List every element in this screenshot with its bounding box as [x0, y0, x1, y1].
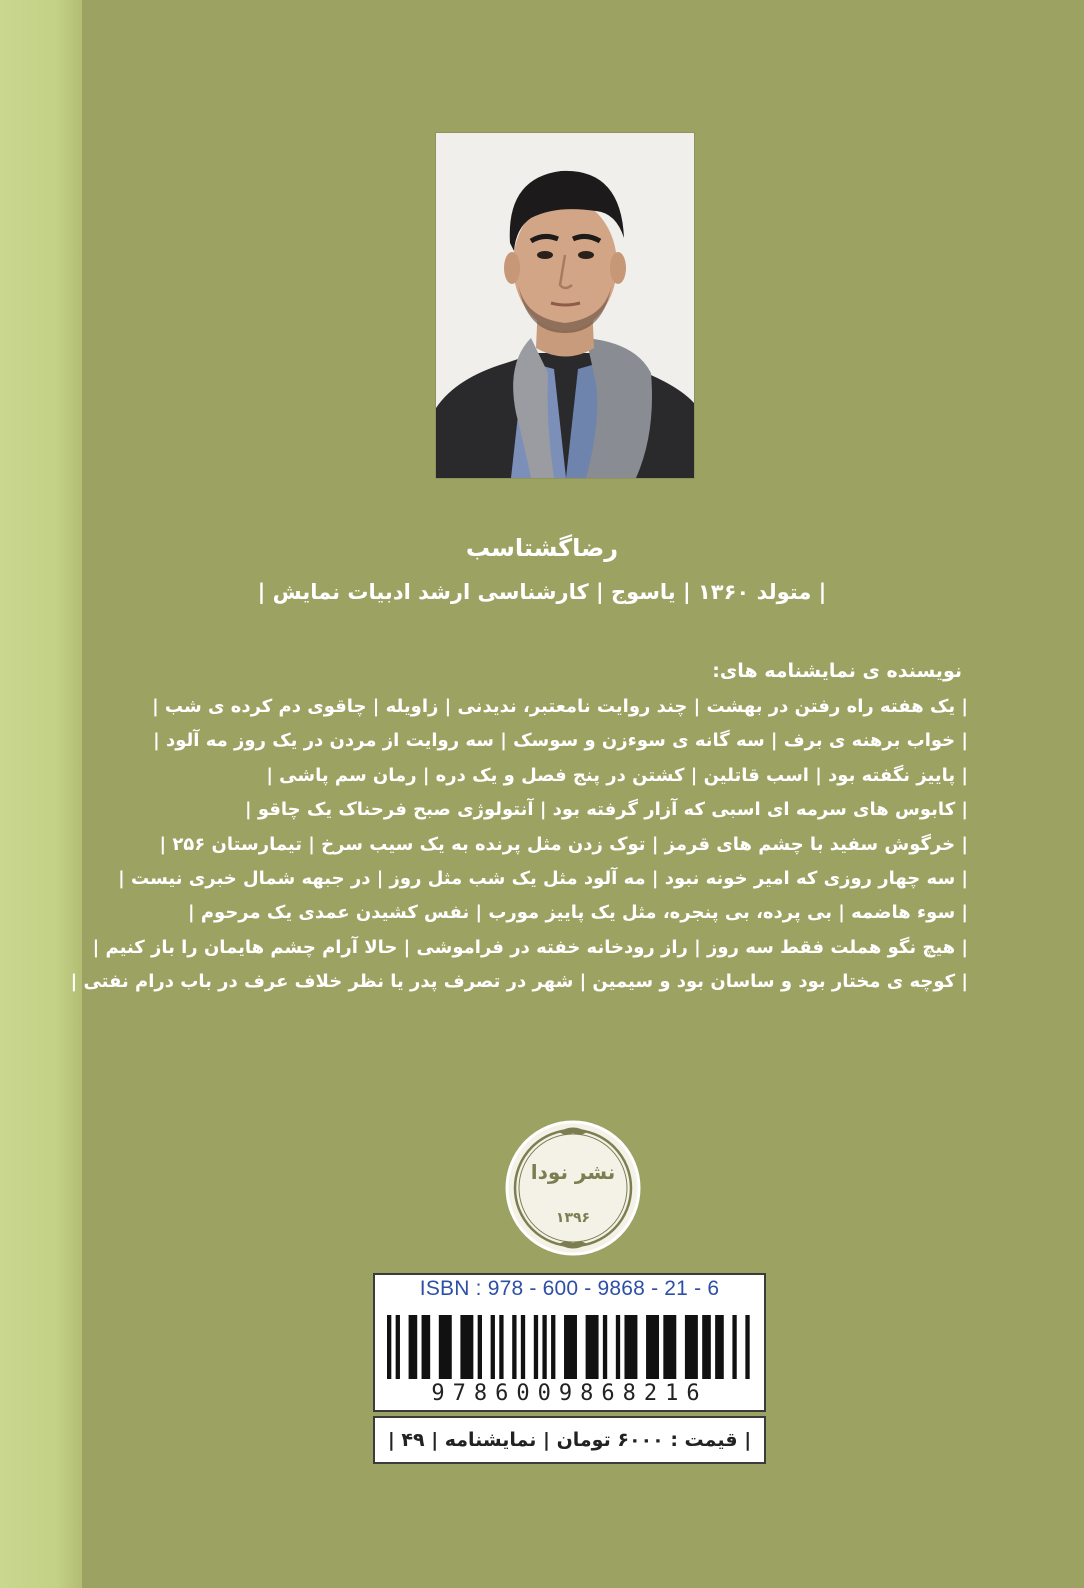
works-line: | پاییز نگفته بود | اسب قاتلین | کشتن در پنج فصل و یک دره | رمان سم پاشی | — [266, 764, 968, 786]
barcode-bar — [663, 1315, 676, 1379]
spine-strip — [0, 0, 82, 1588]
barcode-bar — [745, 1315, 749, 1379]
isbn-label: ISBN : 978 - 600 - 9868 - 21 - 6 — [419, 1277, 720, 1300]
barcode-bar — [499, 1315, 503, 1379]
barcode-bar — [512, 1315, 516, 1379]
barcode-bar — [542, 1315, 546, 1379]
works-line: | هیچ نگو هملت فقط سه روز | راز رودخانه خفته در فراموشی | حالا آرام چشم هایمان را باز کنیم | — [92, 936, 968, 958]
publisher-year: ۱۳۹۶ — [555, 1210, 591, 1226]
barcode-bar — [646, 1315, 659, 1379]
author-name: رضاگشتاسب — [465, 534, 619, 562]
barcode-bar — [702, 1315, 711, 1379]
publisher-name: نشر نودا — [530, 1160, 616, 1184]
isbn-barcode — [373, 1273, 766, 1412]
barcode-bars — [387, 1315, 754, 1379]
barcode-bar — [603, 1315, 607, 1379]
barcode-bar — [624, 1315, 637, 1379]
works-line: | یک هفته راه رفتن در بهشت | چند روایت نامعتبر، ندیدنی | زاویله | چاقوی دم کرده ی شب | — [152, 696, 968, 717]
works-line: | کوچه ی مختار بود و ساسان بود و سیمین | شهر در تصرف پدر یا نظر خلاف عرف در باب درام نفتی | — [70, 971, 968, 993]
barcode-bar — [564, 1315, 577, 1379]
barcode-bar — [478, 1315, 482, 1379]
barcode-bar — [685, 1315, 698, 1379]
works-line: | سه چهار روزی که امیر خونه نبود | مه آلود مثل یک شب مثل روز | در جبهه شمال خبری نیست | — [118, 868, 968, 890]
works-line: | سوء هاضمه | بی پرده، بی پنجره، مثل یک پاییز مورب | نفس کشیدن عمدی یک مرحوم | — [188, 902, 968, 924]
barcode-bar — [409, 1315, 418, 1379]
barcode-bar — [586, 1315, 599, 1379]
works-list — [70, 690, 968, 1000]
works-line: | خرگوش سفید با چشم های قرمز | توک زدن مثل پرنده به یک سیب سرخ | تیمارستان ۲۵۶ | — [159, 833, 968, 855]
barcode-bar — [491, 1315, 495, 1379]
barcode-bar — [521, 1315, 525, 1379]
barcode-bar — [732, 1315, 736, 1379]
barcode-bar — [439, 1315, 452, 1379]
author-bio: | متولد ۱۳۶۰ | یاسوج | کارشناسی ارشد ادبیات نمایش | — [257, 580, 827, 604]
barcode-bar — [534, 1315, 538, 1379]
barcode-bar — [396, 1315, 400, 1379]
author-photo — [436, 133, 694, 478]
barcode-bar — [387, 1315, 391, 1379]
barcode-bar — [551, 1315, 555, 1379]
barcode-bar — [460, 1315, 473, 1379]
works-line: | خواب برهنه ی برف | سه گانه ی سوءزن و سوسک | سه روایت از مردن در یک روز مه آلود | — [153, 730, 968, 752]
works-heading: نویسنده ی نمایشنامه های: — [712, 660, 962, 682]
barcode-digits: 9786009868216 — [431, 1381, 708, 1406]
author-photo-illustration — [436, 133, 694, 478]
publisher-logo — [504, 1119, 642, 1257]
price-info: | قیمت : ۶۰۰۰ تومان | نمایشنامه | ۴۹ | — [373, 1416, 766, 1464]
works-line: | کابوس های سرمه ای اسبی که آزار گرفته بود | آنتولوژی صبح فرحناک یک چاقو | — [245, 799, 968, 821]
barcode-bar — [422, 1315, 431, 1379]
barcode-bar — [616, 1315, 620, 1379]
barcode-bar — [715, 1315, 724, 1379]
